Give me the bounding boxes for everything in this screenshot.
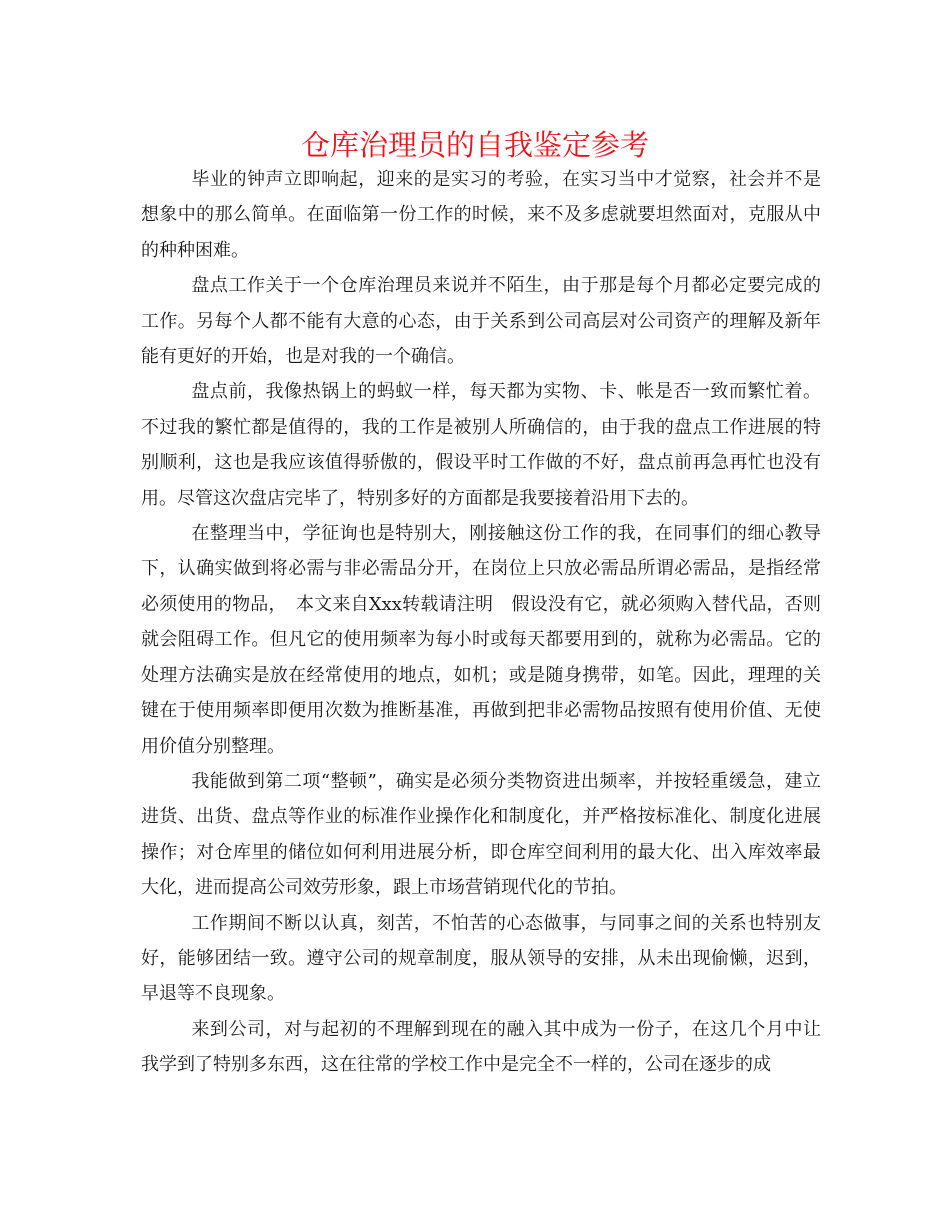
paragraph: 盘点工作关于一个仓库治理员来说并不陌生，由于那是每个月都必定要完成的工作。另每个人都不能有大意的心态，由于关系到公司高层对公司资产的理解及新年能有更好的开始，也是对我的一个确信。 — [141, 275, 821, 368]
paragraph: 盘点前，我像热锅上的蚂蚁一样，每天都为实物、卡、帐是否一致而繁忙着。不过我的繁忙都是值得的，我的工作是被别人所确信的，由于我的盘点工作进展的特别顺利，这也是我应该值得骄傲的，假设平时工作做的不好，盘点前再急再忙也没有用。尽管这次盘店完毕了，特别多好的方面都是我要接着沿用下去的。 — [141, 381, 821, 509]
document-body — [141, 162, 821, 1083]
paragraph: 毕业的钟声立即响起，迎来的是实习的考验，在实习当中才觉察，社会并不是想象中的那么简单。在面临第一份工作的时候，来不及多虑就要坦然面对，克服从中的种种困难。 — [141, 169, 821, 261]
paragraph: 工作期间不断以认真，刻苦，不怕苦的心态做事，与同事之间的关系也特别友好，能够团结一致。遵守公司的规章制度，服从领导的安排，从未出现偷懒，迟到，早退等不良现象。 — [141, 912, 821, 1005]
paragraph: 来到公司，对与起初的不理解到现在的融入其中成为一份子，在这几个月中让我学到了特别多东西，这在往常的学校工作中是完全不一样的，公司在逐步的成 — [141, 1018, 821, 1076]
paragraph: 我能做到第二项“整顿”，确实是必须分类物资进出频率，并按轻重缓急，建立进货、出货、盘点等作业的标准作业操作化和制度化，并严格按标准化、制度化进展操作；对仓库里的储位如何利用进展分析，即仓库空间利用的最大化、出入库效率最大化，进而提高公司效劳形象，跟上市场营销现代化的节拍。 — [141, 770, 821, 899]
document-title: 仓库治理员的自我鉴定参考 — [300, 128, 649, 162]
paragraph: 在整理当中，学征询也是特别大，刚接触这份工作的我，在同事们的细心教导下，认确实做到将必需与非必需品分开，在岗位上只放必需品所谓必需品，是指经常必须使用的物品， 本文来自Xxx转载请注明 假设没有它，就必须购入替代品，否则就会阻碍工作。但凡它的使用频率为每小时或每天都要用到的，就称为必需品。它的处理方法确实是放在经常使用的地点，如机；或是随身携带，如笔。因此，理理的关键在于使用频率即便用次数为推断基准，再做到把非必需物品按照有使用价值、无使用价值分别整理。 — [141, 523, 821, 757]
